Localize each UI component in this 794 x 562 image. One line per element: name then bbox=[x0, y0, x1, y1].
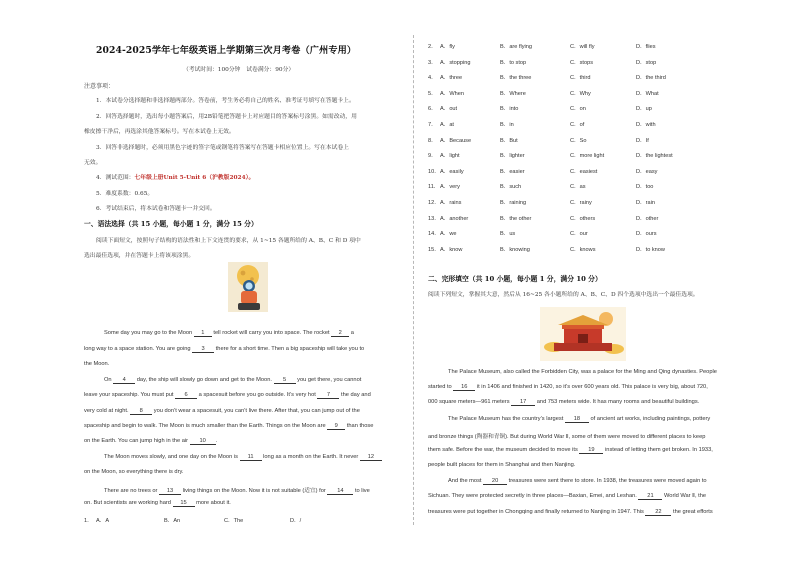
page-title: 2024-2025学年七年级英语上学期第三次月考卷（广州专用） bbox=[96, 45, 357, 56]
palace-eave bbox=[562, 325, 604, 329]
passage2-line: The Palace Museum, also called the Forbidden City, was a palace for the Ming and Qing dynasties. People bbox=[448, 369, 717, 375]
option-d[interactable]: D．If bbox=[636, 137, 649, 144]
passage2-line: people built places for them in Shanghai and then Nanjing. bbox=[428, 462, 576, 468]
option-b[interactable]: B．But bbox=[500, 137, 518, 144]
blank-5[interactable]: 5 bbox=[274, 377, 296, 384]
palace-gate bbox=[578, 334, 588, 343]
question-number: 7． bbox=[428, 122, 437, 128]
option-c[interactable]: C．The bbox=[224, 518, 244, 524]
blank-6[interactable]: 6 bbox=[175, 392, 197, 399]
blank-11[interactable]: 11 bbox=[240, 454, 262, 461]
option-d[interactable]: D．easy bbox=[636, 168, 658, 175]
question-number: 5． bbox=[428, 90, 437, 97]
option-d[interactable]: D．rain bbox=[636, 200, 655, 206]
question-number: 12． bbox=[428, 200, 440, 206]
option-b[interactable]: B．lighter bbox=[500, 153, 525, 160]
option-a[interactable]: A．easily bbox=[440, 168, 464, 175]
passage1-line: leave your spaceship. You must put 6 a spacesuit before you go outside. It’s very hot 7 the day and bbox=[84, 392, 371, 398]
passage1-line: On 4 day, the ship will slowly go down and get to the Moon. 5 you get there, you cannot bbox=[104, 377, 362, 383]
option-row-12 bbox=[428, 198, 728, 206]
blank-12[interactable]: 12 bbox=[360, 454, 382, 461]
passage1-line: on the Moon, so everything there is dry. bbox=[84, 469, 184, 475]
option-row-9 bbox=[428, 151, 728, 159]
passage1-line: on the Earth. You can jump high in the air 10 . bbox=[84, 438, 218, 444]
rocket-base bbox=[238, 303, 260, 310]
blank-7[interactable]: 7 bbox=[317, 392, 339, 399]
right-column bbox=[412, 0, 794, 562]
passage1-line: There are no trees or 13 living things on the Moon. Now it is not suitable (适宜) for 14 to live bbox=[104, 488, 370, 494]
option-row-1 bbox=[84, 516, 404, 524]
note-line: 5．难度系数：0.65。 bbox=[96, 191, 154, 197]
blank-13[interactable]: 13 bbox=[159, 488, 181, 495]
question-number: 1． bbox=[84, 518, 93, 524]
option-b[interactable]: B．in bbox=[500, 122, 514, 128]
option-row-5 bbox=[428, 89, 728, 97]
note-line: 6．考试结束后，将本试卷和答题卡一并交回。 bbox=[96, 206, 216, 212]
question-number: 8． bbox=[428, 137, 437, 144]
option-row-13 bbox=[428, 214, 728, 222]
question-number: 6． bbox=[428, 106, 437, 113]
question-number: 11． bbox=[428, 184, 440, 191]
blank-3[interactable]: 3 bbox=[192, 346, 214, 353]
question-number: 9． bbox=[428, 153, 437, 160]
option-b[interactable]: B．easier bbox=[500, 168, 525, 175]
option-c[interactable]: C．Why bbox=[570, 90, 591, 97]
blank-17[interactable]: 17 bbox=[511, 399, 535, 406]
option-b[interactable]: B．to stop bbox=[500, 59, 527, 66]
option-d[interactable]: D．the third bbox=[636, 75, 666, 82]
option-a[interactable]: A．out bbox=[440, 106, 458, 113]
option-b[interactable]: B．us bbox=[500, 231, 516, 238]
blank-18[interactable]: 18 bbox=[565, 416, 589, 423]
passage1-line: spaceship and begin to walk. The Moon is much smaller than the Earth. Things on the Moon are 9 than those bbox=[84, 423, 374, 429]
option-b[interactable]: B．raining bbox=[500, 200, 527, 206]
section1-title: 一、语法选择（共 15 小题，每小题 1 分，满分 15 分） bbox=[84, 220, 258, 228]
option-c[interactable]: C．more light bbox=[570, 153, 605, 160]
option-d[interactable]: D．the lightest bbox=[636, 153, 673, 160]
section2-intro: 阅读下列短文，掌握其大意，然后从 16~25 各小题所给的 A、B、C、D 四个选项中选出一个最佳选项。 bbox=[428, 292, 699, 298]
section1-intro: 选出最佳选项，并在答题卡上将该项涂黑。 bbox=[84, 253, 195, 259]
option-c[interactable]: C．stops bbox=[570, 59, 594, 66]
passage1-line: on. But scientists are working hard 15 more about it. bbox=[84, 500, 231, 506]
note-line: 1．本试卷分选择题和非选择题两部分。答卷前，考生务必将自己的姓名、准考证号填写在答题卡上。 bbox=[96, 98, 355, 104]
option-c[interactable]: C．So bbox=[570, 137, 587, 144]
question-number: 10． bbox=[428, 168, 440, 175]
option-a[interactable]: A．A bbox=[96, 518, 110, 524]
passage1-line: Some day you may go to the Moon 1 tell rocket will carry you into space. The rocket 2 a bbox=[104, 330, 354, 336]
passage2-line: started to 16 it in 1406 and finished in 1420, so it’s over 600 years old. This palace is very big, about 720, bbox=[428, 384, 708, 390]
option-row-10 bbox=[428, 167, 728, 175]
question-number: 14． bbox=[428, 231, 440, 238]
option-a[interactable]: A．know bbox=[440, 246, 463, 253]
passage2-line: And the most 20 treasures were sent there to store. In 1938, the treasures were moved again to bbox=[448, 478, 707, 484]
option-a[interactable]: A．Because bbox=[440, 137, 472, 144]
section2-title: 二、完形填空（共 10 小题，每小题 1 分，满分 10 分） bbox=[428, 275, 602, 283]
option-b[interactable]: B．An bbox=[164, 518, 181, 524]
question-number: 13． bbox=[428, 215, 440, 222]
moon-crater bbox=[241, 271, 246, 276]
section1-intro: 阅读下面短文，按照句子结构的语法性和上下文连贯的要求，从 1~15 各题所给的 A、B、C 和 D 项中 bbox=[96, 238, 361, 244]
option-row-3 bbox=[428, 58, 728, 66]
option-d[interactable]: D．too bbox=[636, 184, 654, 191]
blank-8[interactable]: 8 bbox=[130, 408, 152, 415]
blank-9[interactable]: 9 bbox=[327, 423, 345, 430]
option-a[interactable]: A．light bbox=[440, 153, 460, 160]
passage1-line: long way to a space station. You are going 3 there for a short time. Then a big spaceship will take you to bbox=[84, 346, 365, 352]
option-row-15 bbox=[428, 245, 728, 253]
note-line: 3．回答非选择题时，必须用黑色字迹的签字笔或钢笔将答案写在答题卡相应位置上。写在本试卷上 bbox=[96, 145, 349, 151]
option-b[interactable]: B．are flying bbox=[500, 44, 533, 50]
option-d[interactable]: D．flies bbox=[636, 44, 656, 50]
passage2-line: 000 square meters—961 meters 17 and 753 meters wide. It has many rooms and beautiful buildings. bbox=[428, 399, 700, 405]
option-a[interactable]: A．stopping bbox=[440, 59, 471, 66]
option-c[interactable]: C．easiest bbox=[570, 168, 598, 175]
note-line: 橡皮擦干净后，再选涂其他答案标号。写在本试卷上无效。 bbox=[84, 129, 235, 135]
option-d[interactable]: D．/ bbox=[290, 518, 302, 524]
note-line: 无效。 bbox=[84, 160, 102, 166]
option-a[interactable]: A．rains bbox=[440, 200, 462, 206]
blank-19[interactable]: 19 bbox=[579, 447, 603, 454]
helmet-visor bbox=[245, 282, 252, 289]
exam-meta: （考试时间：100分钟 试卷满分：90分） bbox=[183, 67, 295, 73]
option-c[interactable]: C．our bbox=[570, 231, 588, 238]
option-b[interactable]: B．into bbox=[500, 106, 519, 113]
option-d[interactable]: D．other bbox=[636, 215, 659, 222]
option-a[interactable]: A．we bbox=[440, 231, 457, 238]
astronaut-body bbox=[241, 291, 257, 304]
blank-22[interactable]: 22 bbox=[645, 509, 671, 516]
blank-14[interactable]: 14 bbox=[327, 488, 353, 495]
option-c[interactable]: C．as bbox=[570, 184, 586, 191]
option-row-14 bbox=[428, 229, 728, 237]
option-b[interactable]: B．the three bbox=[500, 75, 532, 82]
option-a[interactable]: A．very bbox=[440, 184, 460, 191]
option-row-4 bbox=[428, 73, 728, 81]
option-b[interactable]: B．Where bbox=[500, 90, 526, 97]
option-a[interactable]: A．another bbox=[440, 215, 469, 222]
option-d[interactable]: D．with bbox=[636, 122, 656, 128]
passage2-line: The Palace Museum has the country’s largest 18 of ancient art works, including paintings, pottery bbox=[448, 416, 711, 422]
passage2-line: them safe. Before the war, the museum decided to move its 19 instead of letting them get broken. In 1933, bbox=[428, 447, 713, 453]
notes-heading: 注意事项： bbox=[84, 83, 115, 90]
option-d[interactable]: D．stop bbox=[636, 59, 657, 66]
passage2-line: treasures were put together in Chongqing and finally returned to Nanjing in 1947. This 22 the great efforts bbox=[428, 509, 713, 515]
option-row-8 bbox=[428, 136, 728, 144]
blank-15[interactable]: 15 bbox=[173, 500, 195, 507]
option-row-2 bbox=[428, 42, 728, 50]
blank-4[interactable]: 4 bbox=[113, 377, 135, 384]
option-a[interactable]: A．three bbox=[440, 75, 463, 82]
test-scope-value: 七年级上册Unit 5-Unit 6（沪教版2024）。 bbox=[134, 175, 255, 181]
option-row-7 bbox=[428, 120, 728, 128]
option-row-6 bbox=[428, 104, 728, 112]
option-d[interactable]: D．ours bbox=[636, 231, 657, 238]
passage2-line: Sichuan. They were protected secretly in three places—Baxian, Emei, and Leshan. 21 World War Ⅱ, the bbox=[428, 493, 707, 499]
question-number: 15． bbox=[428, 246, 440, 253]
blank-1[interactable]: 1 bbox=[194, 330, 212, 337]
passage1-line: The Moon moves slowly, and one day on the Moon is 11 long as a month on the Earth. It never 12 bbox=[104, 454, 382, 461]
option-row-11 bbox=[428, 182, 728, 190]
option-a[interactable]: A．at bbox=[440, 122, 454, 128]
blank-20[interactable]: 20 bbox=[483, 478, 507, 485]
passage2-line: and bronze things (陶器和青铜). But during World War Ⅱ, some of them were moved to different places to keep bbox=[428, 434, 706, 440]
blank-10[interactable]: 10 bbox=[190, 438, 216, 445]
test-scope-line bbox=[96, 172, 254, 181]
option-a[interactable]: A．When bbox=[440, 90, 464, 97]
blank-16[interactable]: 16 bbox=[453, 384, 475, 391]
option-b[interactable]: B．knowing bbox=[500, 246, 530, 253]
option-c[interactable]: C．on bbox=[570, 106, 586, 113]
option-c[interactable]: C．rainy bbox=[570, 200, 592, 206]
note-line: 2．回答选择题时，选出每小题答案后，用2B铅笔把答题卡上对应题目的答案标号涂黑。如需改动，用 bbox=[96, 114, 357, 120]
option-d[interactable]: D．to know bbox=[636, 246, 665, 253]
option-b[interactable]: B．the other bbox=[500, 215, 532, 222]
option-b[interactable]: B．such bbox=[500, 184, 522, 191]
question-number: 4． bbox=[428, 75, 437, 82]
test-scope-label: 4．测试范围： bbox=[96, 175, 135, 181]
option-c[interactable]: C．will fly bbox=[570, 44, 595, 50]
option-d[interactable]: D．What bbox=[636, 90, 659, 97]
blank-21[interactable]: 21 bbox=[638, 493, 662, 500]
option-c[interactable]: C．of bbox=[570, 122, 585, 128]
passage1-line: the Moon. bbox=[84, 361, 110, 367]
option-c[interactable]: C．others bbox=[570, 215, 596, 222]
option-a[interactable]: A．fly bbox=[440, 44, 455, 50]
blank-2[interactable]: 2 bbox=[331, 330, 349, 337]
palace-museum-illustration bbox=[540, 307, 626, 361]
passage1-line: very cold at night. 8 you don’t wear a spacesuit, you can’t live there. After that, you can jump out of the bbox=[84, 408, 360, 414]
astronaut-moon-illustration bbox=[228, 262, 268, 312]
option-c[interactable]: C．knows bbox=[570, 246, 596, 253]
question-number: 2． bbox=[428, 44, 437, 50]
option-c[interactable]: C．third bbox=[570, 75, 591, 82]
palace-platform bbox=[554, 343, 612, 351]
question-number: 3． bbox=[428, 59, 437, 66]
option-d[interactable]: D．up bbox=[636, 106, 652, 113]
